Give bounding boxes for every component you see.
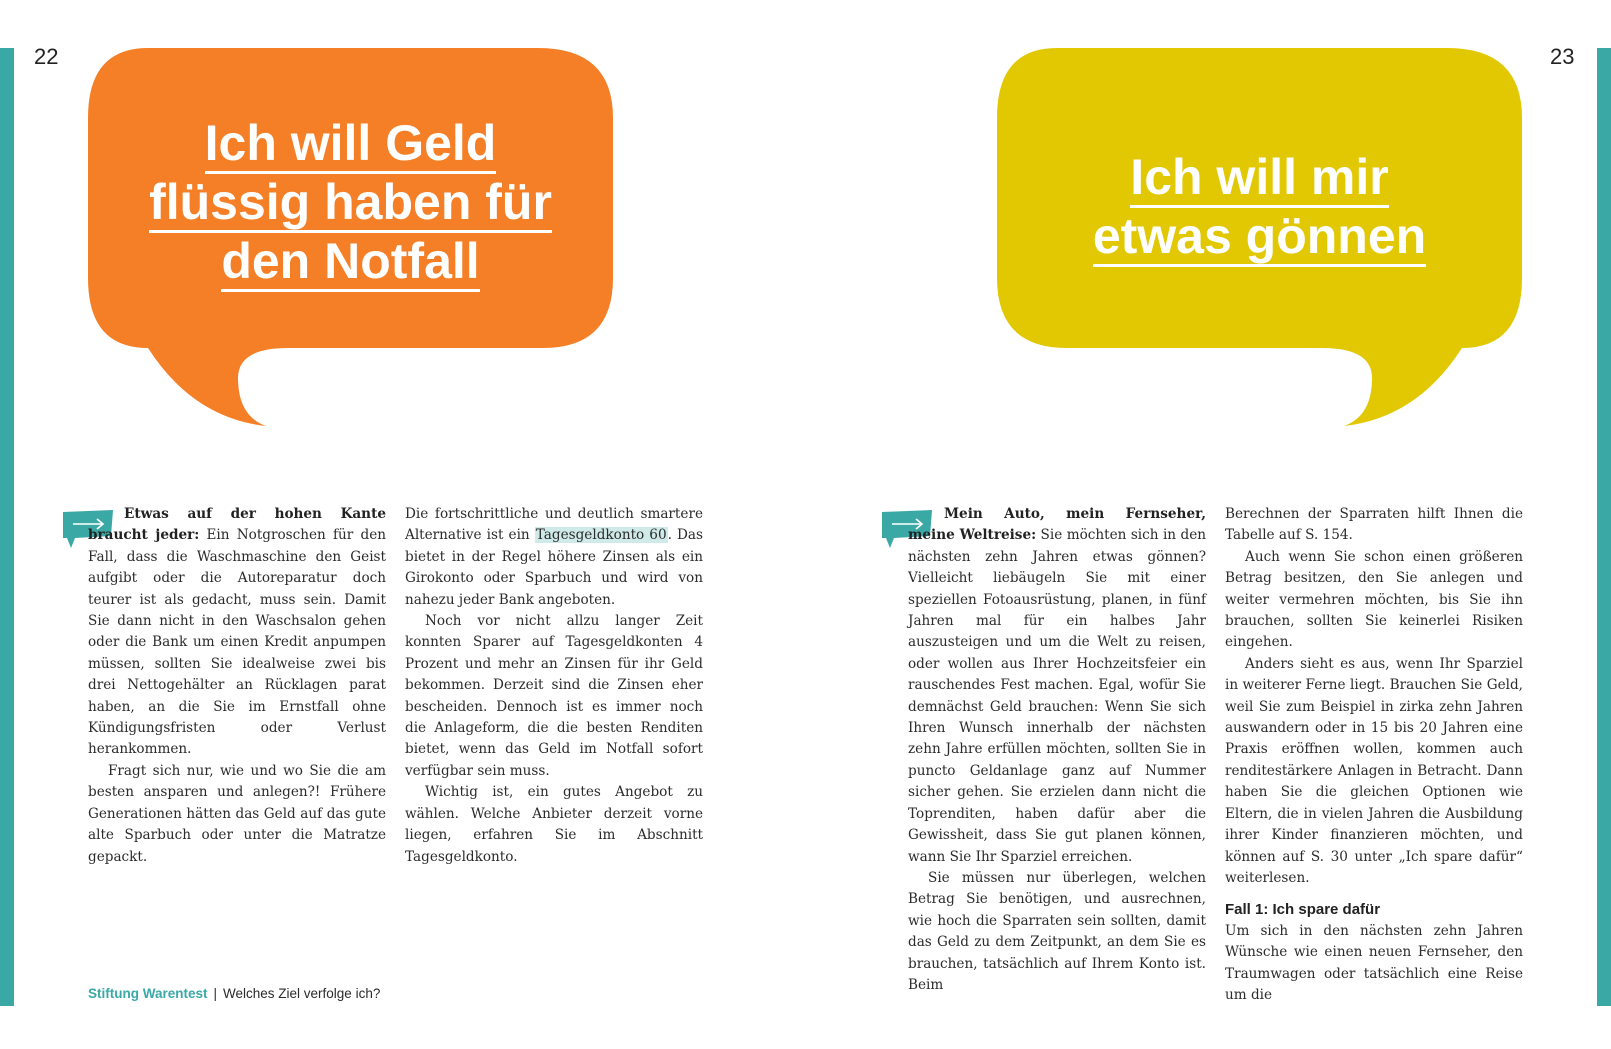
- bubble-title-left-line-1: Ich will Geld: [205, 115, 497, 174]
- page-number-left: 22: [34, 44, 59, 69]
- footer-brand: Stiftung Warentest: [88, 986, 208, 1001]
- col4-paragraph-1: Berechnen der Sparraten hilft Ihnen die Tabelle auf S. 154.: [1225, 506, 1523, 544]
- footer-separator: |: [213, 986, 218, 1001]
- bubble-title-left: [88, 114, 613, 291]
- col2-paragraph-3: Wichtig ist, ein gutes Angebot zu wählen. Welche Anbieter derzeit vorne liegen, erfahren Sie im Abschnitt Tagesgeldkonto.: [405, 784, 703, 865]
- bubble-title-right: [997, 148, 1522, 266]
- col1-paragraph-2: Fragt sich nur, wie und wo Sie die am besten ansparen und anlegen?! Frühere Generationen hätten das Geld auf das gute alte Sparbuch oder unter die Matratze gepackt.: [88, 762, 386, 865]
- col2-paragraph-2: Noch vor nicht allzu langer Zeit konnten Sparer auf Tagesgeldkonten 4 Prozent und mehr an Zinsen für ihr Geld bekommen. Derzeit sind die Zinsen eher bescheiden. Dennoch ist es immer noch die Anlageform, die die besten Renditen bietet, wenn das Geld im Notfall sofort verfügbar sein muss.: [405, 613, 703, 779]
- col4-subheading: Fall 1: Ich spare dafür: [1225, 901, 1381, 919]
- col4-paragraph-3: Anders sieht es aus, wenn Ihr Sparziel in weiterer Ferne liegt. Brauchen Sie Geld, weil Sie zum Beispiel in zirka zehn Jahren auswandern oder in 15 bis 20 Jahren eine Praxis eröffnen wollen, kommen auch renditestärkere Anlagen in Betracht. Dann haben Sie die gleichen Optionen wie Eltern, die in vielen Jahren die Ausbildung ihrer Kinder finanzieren möchten, und können auf S. 30 unter „Ich spare dafür“ weiterlesen.: [1225, 655, 1523, 886]
- text-column-4: [1225, 504, 1523, 1006]
- text-column-3: [908, 504, 1206, 996]
- page-number-right: 23: [1550, 44, 1575, 69]
- col2-paragraph-1: [405, 504, 703, 611]
- col3-paragraph-1: [908, 504, 1206, 868]
- col4-paragraph-2: Auch wenn Sie schon einen größeren Betrag besitzen, den Sie anlegen und weiter vermehren möchten, bis Sie ihn brauchen, sollten Sie keinerlei Risiken eingehen.: [1225, 548, 1523, 651]
- bubble-title-left-line-3: den Notfall: [221, 233, 479, 292]
- text-column-2: [405, 504, 703, 868]
- col2-para1-before: Die fortschrittliche und deutlich smartere Alternative ist ein: [405, 506, 703, 544]
- left-edge-bar: [0, 48, 14, 1006]
- col3-lead-text: Sie möchten sich in den nächsten zehn Jahren etwas gönnen? Vielleicht liebäugeln Sie mit einer speziellen Fotoausrüstung, planen, in fünf Jahren mal für ein halbes Jahr auszusteigen und um die Welt zu reisen, oder wollen aus Ihrer Hochzeitsfeier ein rauschendes Fest machen. Egal, wofür Sie demnächst Geld brauchen: Wenn Sie sich Ihren Wunsch innerhalb der nächsten zehn Jahre erfüllen möchten, sollten Sie in puncto Geldanlage ganz auf Nummer sicher gehen. Sie erzielen dann nicht die Toprenditen, haben dafür aber die Gewissheit, dass Sie gut planen können, wann Sie Ihr Sparziel erreichen.: [908, 527, 1206, 865]
- speech-bubble-right: [997, 48, 1611, 428]
- col4-paragraph-4: Um sich in den nächsten zehn Jahren Wünsche wie einen neuen Fernseher, den Traumwagen oder tatsächlich eine Reise um die: [1225, 922, 1523, 1003]
- col1-lead-bold: Etwas auf der hohen Kante braucht jeder:: [88, 506, 386, 544]
- footer-chapter: Welches Ziel verfolge ich?: [223, 986, 381, 1001]
- page-footer: [88, 986, 380, 1001]
- col1-paragraph-1: [88, 504, 386, 761]
- text-column-1: [88, 504, 386, 868]
- tagesgeldkonto-link[interactable]: Tagesgeldkonto 60: [535, 527, 667, 544]
- col1-lead-text: Ein Notgroschen für den Fall, dass die Waschmaschine den Geist aufgibt oder die Autoreparatur doch teurer ist als gedacht, muss sein. Damit Sie dann nicht in den Waschsalon gehen oder die Bank um einen Kredit anpumpen müssen, sollten Sie idealweise zwei bis drei Nettogehälter an Rücklagen parat haben, an die Sie im Ernstfall ohne Kündigungsfristen oder Verlust herankommen.: [88, 527, 386, 758]
- col2-para1-after: . Das bietet in der Regel höhere Zinsen als ein Girokonto oder Sparbuch und wird von nahezu jeder Bank angeboten.: [405, 527, 703, 608]
- bubble-title-left-line-2: flüssig haben für: [149, 174, 552, 233]
- speech-bubble-left: [88, 48, 718, 428]
- col3-lead-bold: Mein Auto, mein Fernseher, meine Weltreise:: [908, 506, 1206, 544]
- col3-paragraph-2: Sie müssen nur überlegen, welchen Betrag Sie benötigen, und ausrechnen, wie hoch die Sparraten sein sollten, damit das Geld zu dem Zeitpunkt, an dem Sie es brauchen, tatsächlich auf Ihrem Konto ist. Beim: [908, 869, 1206, 993]
- bubble-title-right-line-1: Ich will mir: [1130, 149, 1388, 208]
- bubble-title-right-line-2: etwas gönnen: [1093, 208, 1426, 267]
